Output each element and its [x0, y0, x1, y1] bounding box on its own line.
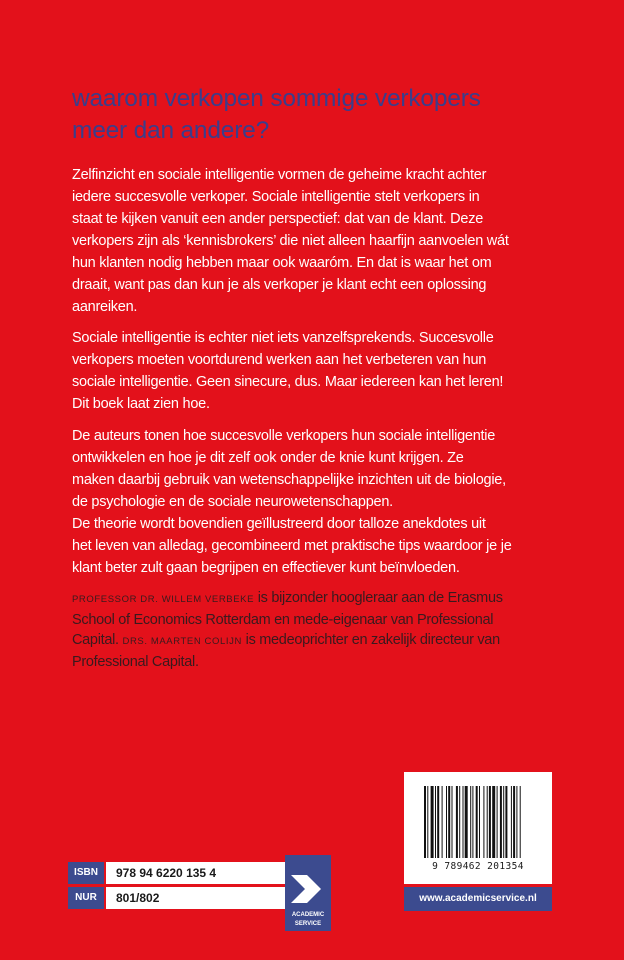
- bio-text: is bijzonder hoogleraar aan de Erasmus: [254, 590, 503, 606]
- barcode-bar: [503, 786, 504, 858]
- text-line: het leven van alledag, gecombineerd met praktische tips waardoor je je: [72, 538, 512, 554]
- headline: [72, 83, 592, 147]
- barcode-bar: [427, 786, 428, 858]
- isbn-label: ISBN: [68, 862, 104, 884]
- barcode-bar: [479, 786, 480, 858]
- headline-line-1: waarom verkopen sommige verkopers: [72, 85, 481, 112]
- barcode-bar: [476, 786, 478, 858]
- logo-text-academic: ACADEMIC: [291, 912, 325, 918]
- barcode-bar: [497, 786, 498, 858]
- isbn-value: 978 94 6220 135 4: [106, 862, 328, 884]
- barcode-bar: [446, 786, 447, 858]
- barcode-bar: [472, 786, 473, 858]
- barcode-bar: [489, 786, 491, 858]
- text-line: klant beter zult gaan begrijpen en effectiever kunt beïnvloeden.: [72, 560, 460, 576]
- nur-label: NUR: [68, 887, 104, 909]
- text-line: iedere succesvolle verkoper. Sociale intelligentie stelt verkopers in: [72, 189, 480, 205]
- text-line: staat te kijken vanuit een ander perspectief: dat van de klant. Deze: [72, 211, 484, 227]
- author-2-name: DRS. MAARTEN COLIJN: [122, 636, 242, 647]
- barcode-bar: [500, 786, 502, 858]
- bio-line: [72, 630, 582, 652]
- barcode-bar: [452, 786, 453, 858]
- barcode-bar: [483, 786, 484, 858]
- text-line: maken daarbij gebruik van wetenschappelijke inzichten uit de biologie,: [72, 472, 506, 488]
- text-line: hun klanten nodig hebben maar ook waaróm. En dat is waar het om: [72, 255, 492, 271]
- barcode-bar: [516, 786, 517, 858]
- barcode-bar: [470, 786, 471, 858]
- logo-text-service: SERVICE: [294, 921, 322, 927]
- bio-line: [72, 588, 582, 610]
- barcode-bar: [424, 786, 426, 858]
- academic-service-logo: [285, 855, 331, 931]
- barcode-bar: [513, 786, 515, 858]
- barcode-bar: [492, 786, 495, 858]
- headline-line-2: meer dan andere?: [72, 117, 270, 144]
- paragraph-intro: [72, 164, 572, 318]
- text-line: De theorie wordt bovendien geïllustreerd door talloze anekdotes uit: [72, 516, 486, 532]
- publisher-website: www.academicservice.nl: [404, 887, 552, 911]
- paragraph-authors-approach: [72, 425, 572, 579]
- paragraph-social-intelligence: [72, 327, 572, 415]
- barcode: [404, 772, 552, 884]
- text-line: draait, want pas dan kun je als verkoper je klant echt een oplossing: [72, 277, 487, 293]
- barcode-bar: [437, 786, 439, 858]
- text-line: verkopers zijn als ‘kennisbrokers’ die niet alleen haarfijn aanvoelen wát: [72, 233, 509, 249]
- text-line: aanreiken.: [72, 299, 138, 315]
- nur-value: 801/802: [106, 887, 328, 909]
- text-line: Zelfinzicht en sociale intelligentie vormen de geheime kracht achter: [72, 167, 487, 183]
- text-line: de psychologie en de sociale neurowetenschappen.: [72, 494, 393, 510]
- text-line: De auteurs tonen hoe succesvolle verkopers hun sociale intelligentie: [72, 428, 496, 444]
- barcode-bar: [463, 786, 464, 858]
- author-1-name: PROFESSOR DR. WILLEM VERBEKE: [72, 594, 255, 605]
- barcode-bar: [520, 786, 521, 858]
- text-line: Sociale intelligentie is echter niet iets vanzelfsprekends. Succesvolle: [72, 330, 494, 346]
- barcode-bar: [459, 786, 460, 858]
- bio-text: Capital.: [72, 632, 123, 648]
- text-line: sociale intelligentie. Geen sinecure, dus. Maar iedereen kan het leren!: [72, 374, 504, 390]
- barcode-bar: [448, 786, 450, 858]
- barcode-bar: [435, 786, 436, 858]
- barcode-bar: [431, 786, 434, 858]
- text-line: Dit boek laat zien hoe.: [72, 396, 210, 412]
- barcode-bars: [424, 786, 532, 858]
- barcode-bar: [442, 786, 443, 858]
- text-line: ontwikkelen en hoe je dit zelf ook onder de knie kunt krijgen. Ze: [72, 450, 464, 466]
- author-bio: [72, 588, 582, 672]
- bio-text: is medeoprichter en zakelijk directeur van: [241, 632, 500, 648]
- barcode-bar: [456, 786, 458, 858]
- text-line: verkopers moeten voortdurend werken aan het verbeteren van hun: [72, 352, 487, 368]
- bio-line: Professional Capital.: [72, 654, 199, 670]
- barcode-digits: 9 789462 201354: [432, 861, 524, 872]
- barcode-bar: [465, 786, 468, 858]
- barcode-bar: [487, 786, 488, 858]
- barcode-bar: [511, 786, 512, 858]
- barcode-bar: [505, 786, 507, 858]
- bio-line: School of Economics Rotterdam en mede-eigenaar van Professional: [72, 612, 494, 628]
